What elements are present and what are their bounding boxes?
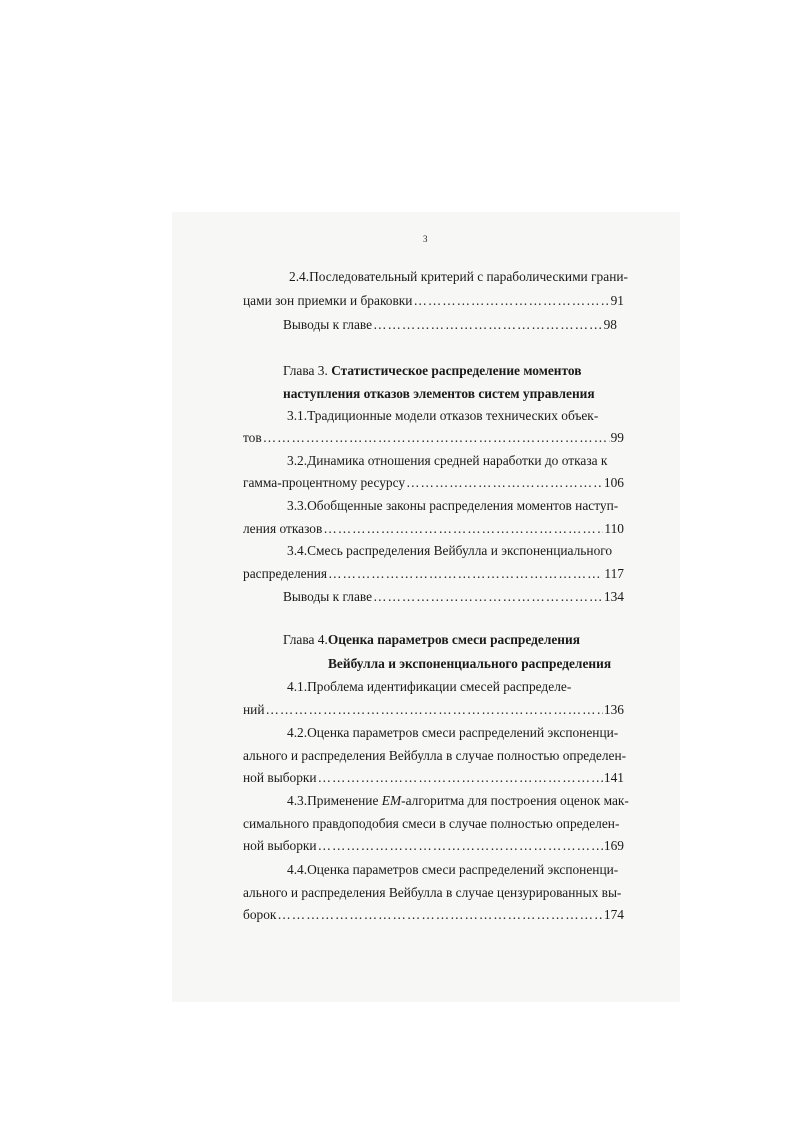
leader-dots	[318, 770, 603, 786]
toc-entry-ch2-conclusions-page: 98	[603, 317, 617, 332]
toc-entry-3-1-page: 99	[610, 430, 624, 445]
toc-entry-4-2-line2: ального и распределения Вейбулла в случае полностью определен-	[243, 748, 627, 763]
toc-entry-ch3-conclusions-label: Выводы к главе	[283, 589, 373, 604]
toc-entry-3-2-line2: гамма-процентному ресурсу	[243, 475, 406, 490]
toc-entry-4-2-page: 141	[603, 770, 624, 785]
toc-entry-ch3-conclusions	[283, 589, 624, 605]
chapter-4-title-line2: Вейбулла и экспоненциального распределения	[328, 656, 612, 671]
toc-entry-4-4-page: 174	[603, 907, 624, 922]
toc-entry-3-1-line2: тов	[243, 430, 262, 445]
toc-entry-ch2-conclusions-label: Выводы к главе	[283, 317, 373, 332]
leader-dots	[373, 317, 603, 333]
chapter-3-title-line1: Статистическое распределение моментов	[331, 363, 582, 378]
leader-dots	[323, 521, 603, 537]
toc-entry-4-1	[243, 702, 624, 718]
toc-entry-2-4-line2: цами зон приемки и браковки	[243, 293, 413, 308]
chapter-4-title-line1: Оценка параметров смеси распределения	[327, 632, 580, 647]
toc-entry-4-4-line1: 4.4.Оценка параметров смеси распределений экспоненци-	[287, 862, 619, 877]
leader-dots	[373, 589, 603, 605]
chapter-4-heading-line2	[328, 656, 611, 672]
page-number: 3	[423, 234, 428, 244]
toc-entry-4-3-page: 169	[603, 838, 624, 853]
chapter-3-heading-line2	[283, 386, 595, 402]
toc-entry-4-2-line1: 4.2.Оценка параметров смеси распределений экспоненци-	[287, 725, 619, 740]
toc-entry-3-2	[243, 475, 624, 491]
toc-entry-4-3-line2: симального правдоподобия смеси в случае полностью определен-	[243, 816, 620, 831]
toc-entry-4-1-page: 136	[603, 702, 624, 717]
leader-dots	[328, 566, 603, 582]
toc-entry-3-3	[243, 521, 624, 537]
toc-entry-4-1-line2: ний	[243, 702, 265, 717]
toc-entry-ch2-conclusions	[283, 317, 617, 333]
toc-entry-3-1	[243, 430, 624, 446]
toc-entry-4-3-line1	[287, 793, 629, 809]
toc-entry-3-3-page: 110	[604, 521, 624, 536]
chapter-4-prefix: Глава 4.	[283, 632, 328, 647]
leader-dots	[406, 475, 603, 491]
toc-entry-4-4	[243, 907, 624, 923]
toc-entry-2-4-line1: 2.4.Последовательный критерий с параболическими грани-	[289, 269, 628, 284]
toc-entry-4-4-line3: борок	[243, 907, 277, 922]
leader-dots	[266, 702, 603, 718]
toc-entry-3-2-page: 106	[603, 475, 624, 490]
leader-dots	[263, 430, 610, 446]
toc-entry-4-4-line2: ального и распределения Вейбулла в случае цензурированных вы-	[243, 885, 622, 900]
toc-entry-4-3-line1-b: -алгоритма для построения оценок мак-	[401, 793, 629, 808]
toc-entry-3-2-line1: 3.2.Динамика отношения средней наработки до отказа к	[287, 453, 608, 468]
toc-entry-4-2-line3: ной выборки	[243, 770, 317, 785]
leader-dots	[318, 838, 603, 854]
chapter-3-heading	[283, 363, 582, 379]
chapter-3-title-line2: наступления отказов элементов систем управления	[283, 386, 595, 401]
leader-dots	[277, 907, 603, 923]
toc-entry-4-3	[243, 838, 624, 854]
toc-entry-4-1-line1: 4.1.Проблема идентификации смесей распределе-	[287, 679, 572, 694]
toc-entry-3-1-line1: 3.1.Традиционные модели отказов технических объек-	[287, 408, 599, 423]
toc-entry-4-3-line1-a: 4.3.Применение	[287, 793, 382, 808]
toc-entry-3-4-page: 117	[604, 566, 624, 581]
toc-entry-4-3-line1-em: EM	[381, 793, 402, 808]
toc-entry-4-3-line3: ной выборки	[243, 838, 317, 853]
toc-entry-3-4-line1: 3.4.Смесь распределения Вейбулла и экспоненциального	[287, 543, 613, 558]
toc-entry-2-4-page: 91	[610, 293, 624, 308]
toc-entry-3-4-line2: распределения	[243, 566, 328, 581]
toc-entry-2-4	[243, 293, 624, 309]
toc-entry-3-3-line2: ления отказов	[243, 521, 323, 536]
leader-dots	[413, 293, 609, 309]
chapter-4-heading	[283, 632, 580, 648]
toc-entry-3-3-line1: 3.3.Обобщенные законы распределения моментов наступ-	[287, 498, 619, 513]
chapter-3-prefix: Глава 3.	[283, 363, 332, 378]
toc-entry-3-4	[243, 566, 624, 582]
toc-entry-ch3-conclusions-page: 134	[603, 589, 624, 604]
toc-entry-4-2	[243, 770, 624, 786]
